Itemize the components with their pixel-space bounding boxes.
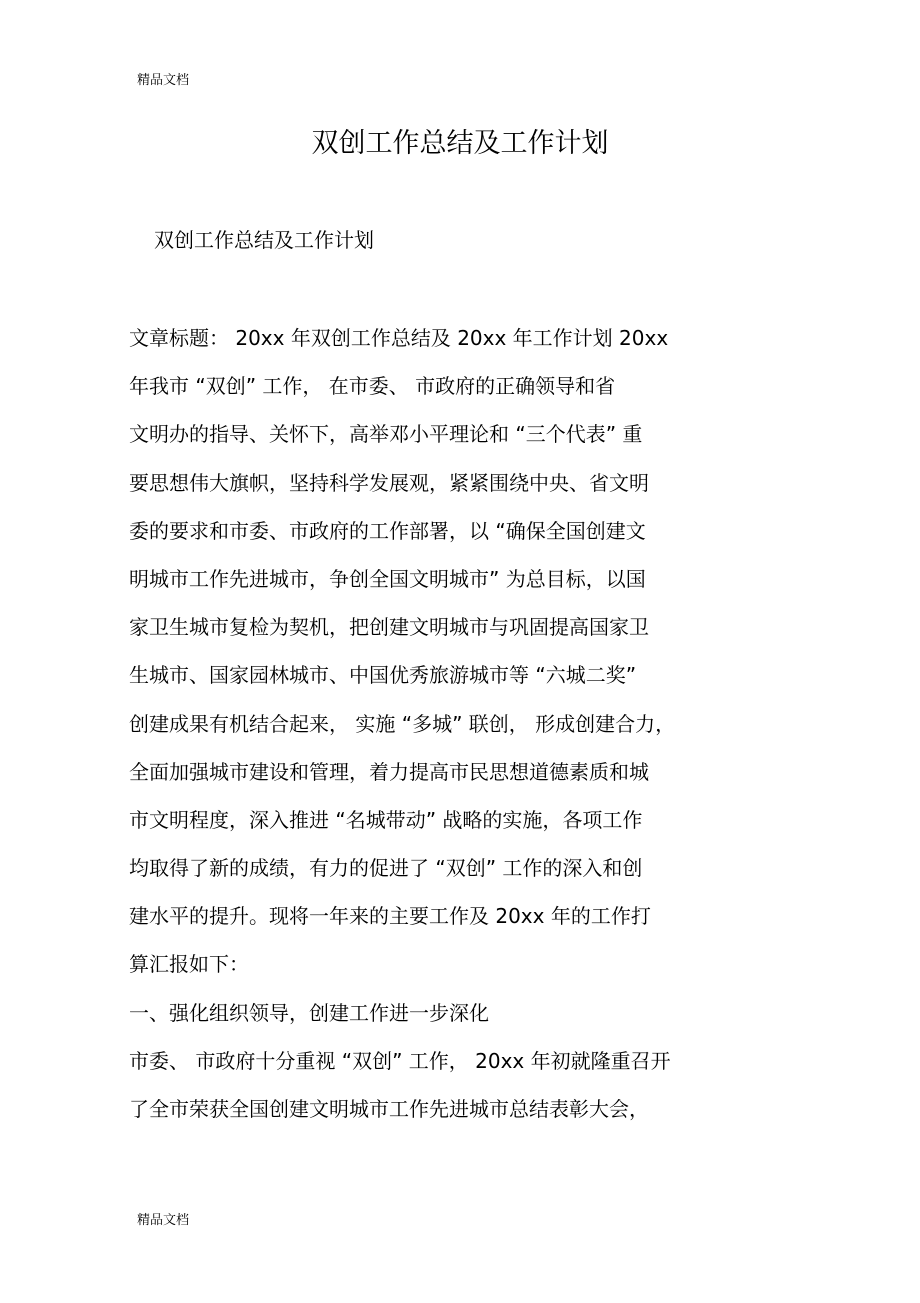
body-line: 均取得了新的成绩，有力的促进了 “双创” 工作的深入和创 [129,856,643,881]
body-line: 家卫生城市复检为契机，把创建文明城市与巩固提高国家卫 [129,615,649,640]
page-footer-mark: 精品文档 [137,1213,190,1228]
body-line: 了全市荣获全国创建文明城市工作先进城市总结表彰大会， [129,1097,649,1121]
document-title: 双创工作总结及工作计划 [311,128,609,159]
section-heading: 一、强化组织领导，创建工作进一步深化 [129,1000,489,1025]
body-line: 建水平的提升。现将一年来的主要工作及 20xx 年的工作打 [129,904,651,929]
page-header-mark: 精品文档 [137,73,190,88]
body-line: 委的要求和市委、市政府的工作部署，以 “确保全国创建文 [129,518,646,543]
body-line: 创建成果有机结合起来， 实施 “多城” 联创， 形成创建合力， [129,711,676,736]
document-subtitle: 双创工作总结及工作计划 [154,228,374,252]
body-line: 要思想伟大旗帜，坚持科学发展观，紧紧围绕中央、省文明 [129,470,649,495]
body-line: 文明办的指导、关怀下，高举邓小平理论和 “三个代表” 重 [129,422,643,447]
body-line: 年我市 “双创” 工作， 在市委、 市政府的正确领导和省 [129,374,616,399]
body-line: 算汇报如下： [129,952,249,977]
body-line: 文章标题： 20xx 年双创工作总结及 20xx 年工作计划 20xx [129,326,669,350]
body-line: 明城市工作先进城市，争创全国文明城市” 为总目标，以国 [129,566,646,591]
body-line: 全面加强城市建设和管理，着力提高市民思想道德素质和城 [129,759,649,784]
body-line: 生城市、国家园林城市、中国优秀旅游城市等 “六城二奖” [129,663,637,688]
document-body [129,322,729,1141]
body-line: 市委、 市政府十分重视 “双创” 工作， 20xx 年初就隆重召开 [129,1048,671,1073]
body-line: 市文明程度，深入推进 “名城带动” 战略的实施，各项工作 [129,807,643,832]
